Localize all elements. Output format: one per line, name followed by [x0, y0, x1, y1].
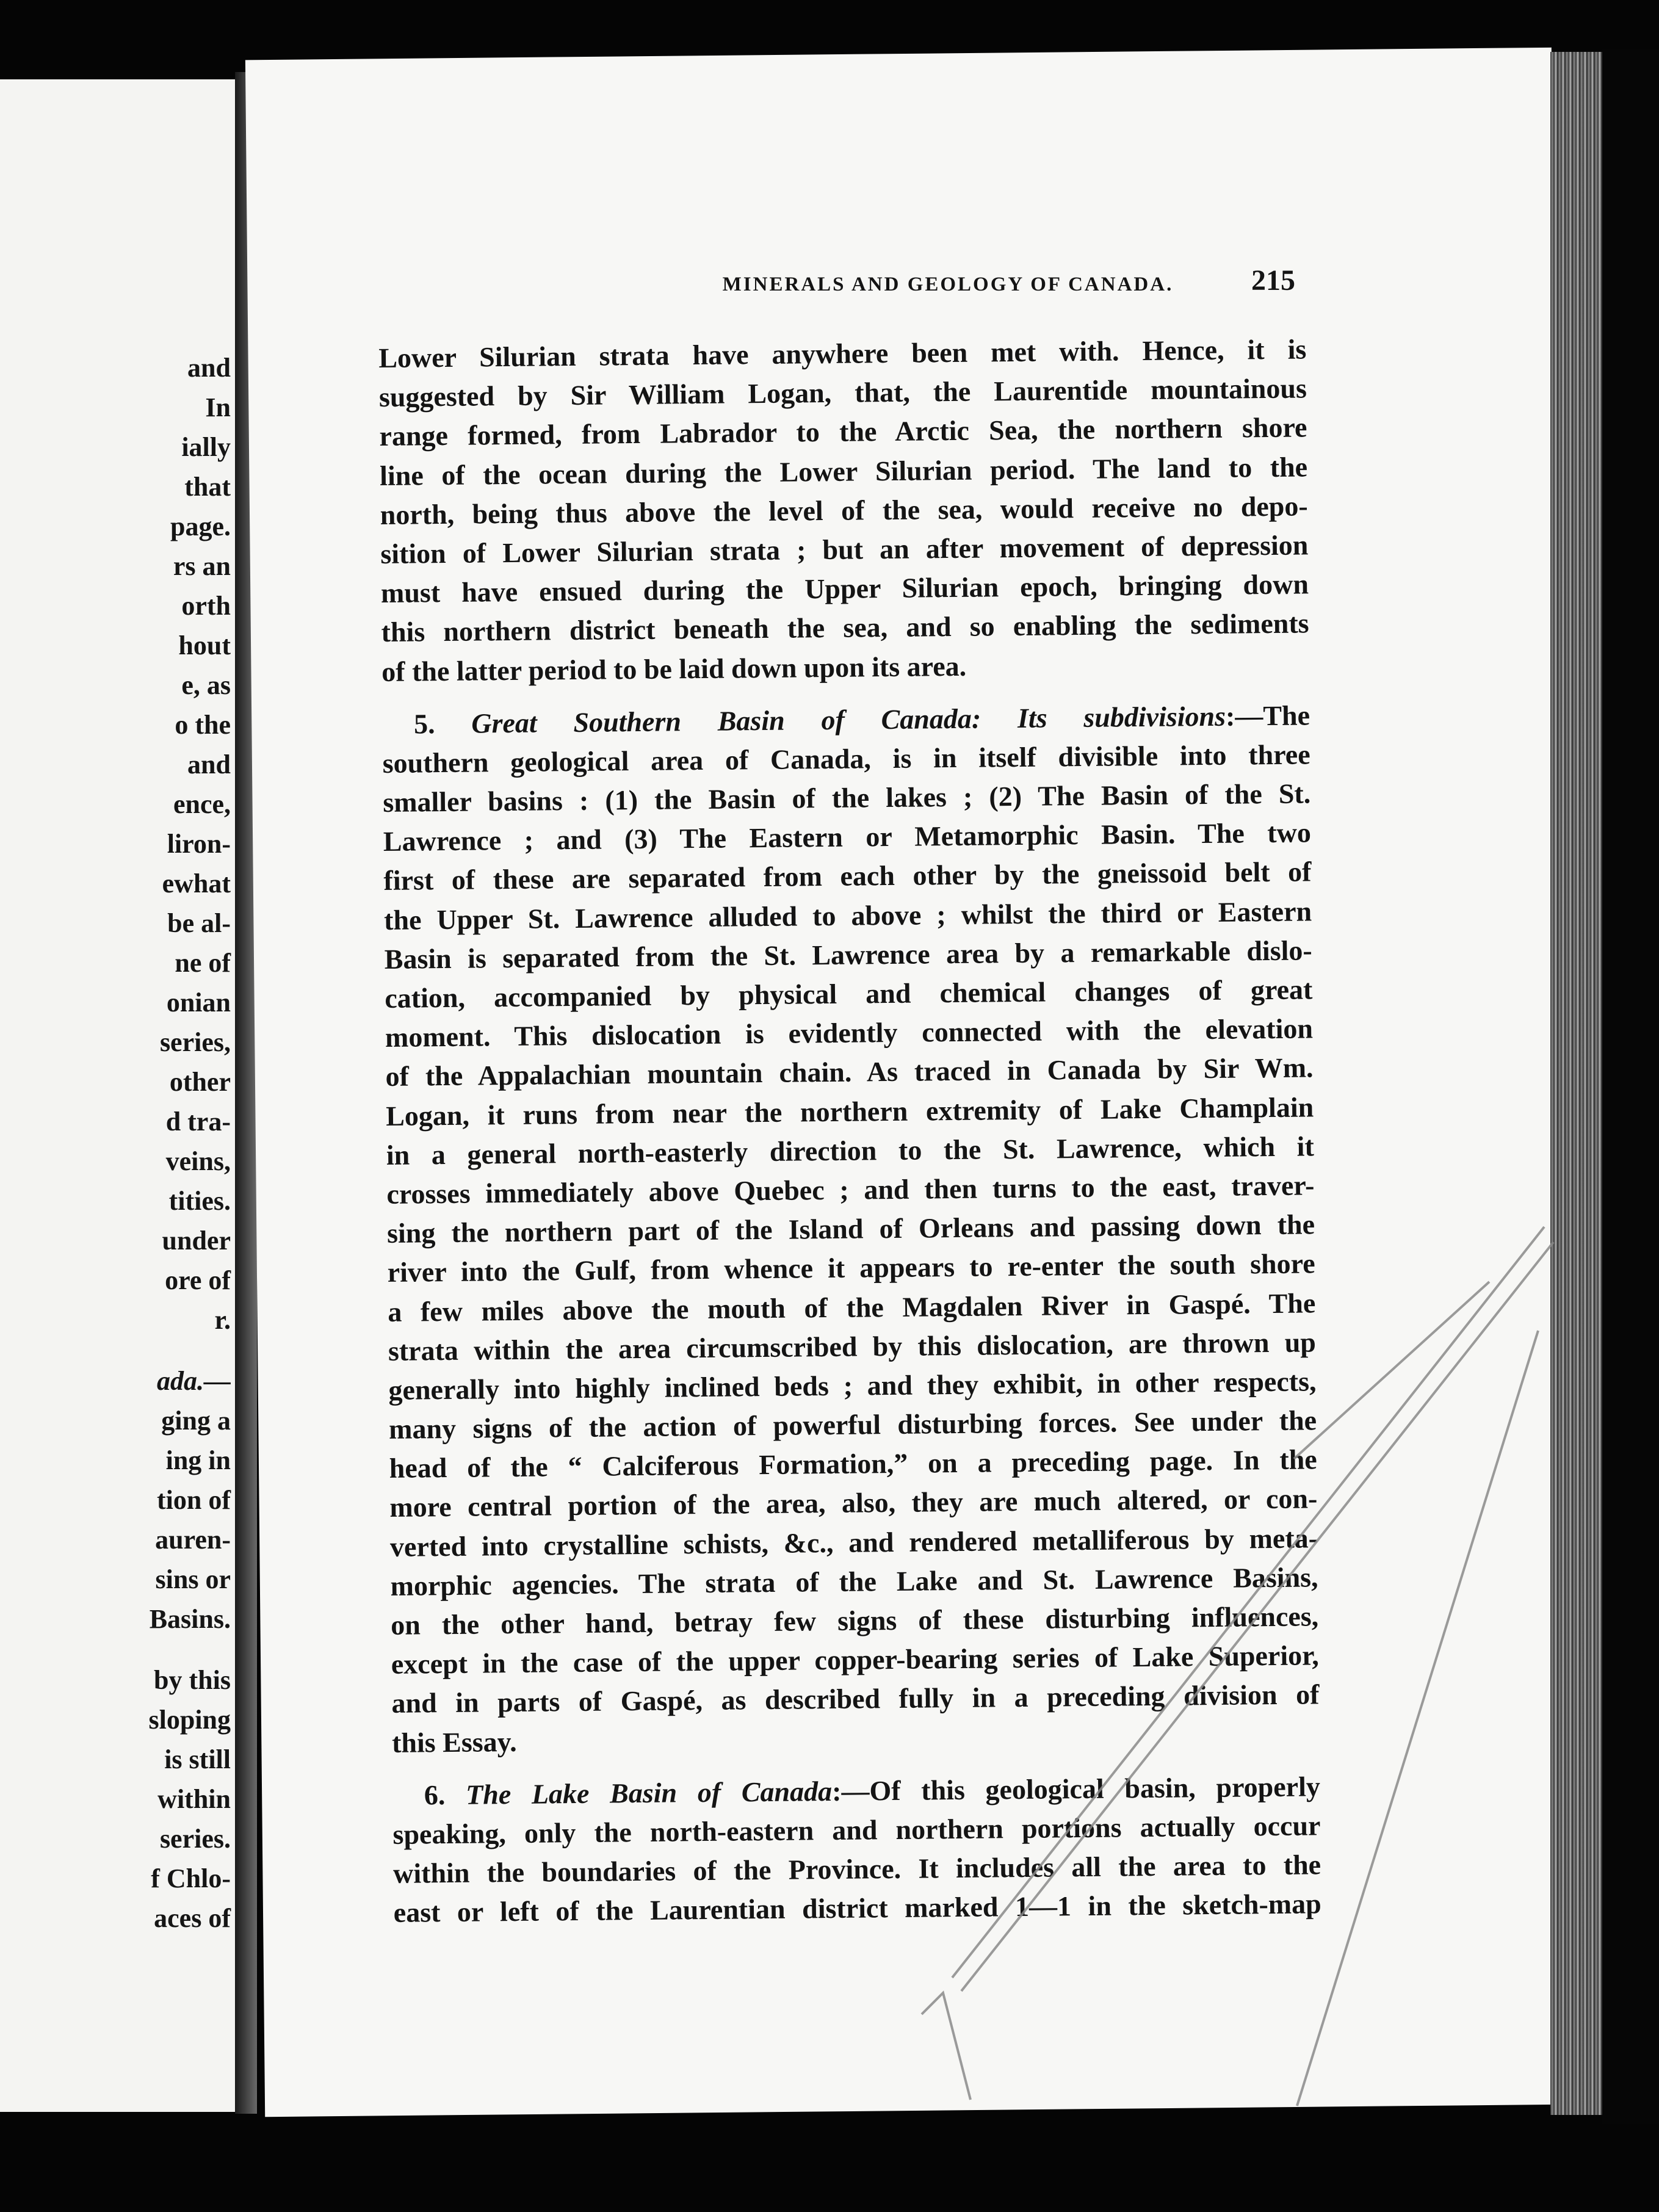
section-6: [392, 1767, 1321, 1932]
section-6-heading: The Lake Basin of Canada: [465, 1775, 833, 1810]
section-5-first-line-rest: :—The: [1225, 699, 1310, 732]
facing-page-fragment: be al-: [167, 908, 231, 938]
facing-page-fragment: liron-: [167, 829, 231, 859]
facing-page-fragment: auren-: [155, 1525, 231, 1555]
facing-page-fragment: series,: [159, 1027, 231, 1057]
facing-page-fragment: aces of: [154, 1903, 231, 1933]
section-5-line: this Essay.: [391, 1726, 517, 1758]
paragraph-1-line: north, being thus above the level of the sea, would receive no depo-: [380, 490, 1308, 530]
facing-page-fragment: page.: [170, 511, 231, 541]
facing-page-fragment: and: [187, 353, 231, 383]
facing-page-fragment: onian: [166, 988, 231, 1017]
facing-page-fragment: f Chlo-: [151, 1863, 231, 1893]
section-5-line: crosses immediately above Quebec ; and then turns to the east, traver-: [386, 1169, 1315, 1210]
paragraph-1-line: sition of Lower Silurian strata ; but an after movement of depression: [380, 529, 1309, 569]
facing-page-fragment: ewhat: [162, 869, 231, 898]
facing-page-fragment: series.: [159, 1824, 231, 1854]
facing-page-fragment: other: [169, 1067, 231, 1097]
facing-page-fragment: e, as: [181, 670, 231, 700]
section-5-line: morphic agencies. The strata of the Lake and St. Lawrence Basins,: [390, 1561, 1318, 1602]
section-5-line: Logan, it runs from near the northern extremity of Lake Champlain: [385, 1091, 1314, 1132]
section-5-line: cation, accompanied by physical and chemical changes of great: [385, 974, 1313, 1014]
section-5-line: a few miles above the mouth of the Magdalen River in Gaspé. The: [388, 1287, 1316, 1328]
section-5-line: and in parts of Gaspé, as described fully in a preceding division of: [391, 1679, 1320, 1719]
section-5-number: 5.: [413, 707, 435, 740]
facing-page-fragment: In: [205, 392, 231, 422]
section-6-first-line-rest: :—Of this geological basin, properly: [831, 1771, 1321, 1807]
facing-page-text-fragments: [0, 348, 231, 1938]
section-5-line: Basin is separated from the St. Lawrence area by a remarkable dislo-: [384, 934, 1312, 975]
facing-page-fragment: o the: [175, 710, 231, 740]
section-5: [382, 696, 1320, 1763]
facing-page-fragment: and: [187, 750, 231, 779]
page-number: 215: [1251, 264, 1295, 297]
facing-page-fragment: under: [162, 1226, 231, 1256]
section-5-line: Lawrence ; and (3) The Eastern or Metamorphic Basin. The two: [383, 817, 1312, 858]
facing-page-fragment: orth: [181, 591, 231, 621]
facing-page-fragment: veins,: [165, 1146, 231, 1176]
section-5-line: of the Appalachian mountain chain. As traced in Canada by Sir Wm.: [385, 1052, 1314, 1093]
section-5-line: moment. This dislocation is evidently connected with the elevation: [385, 1013, 1314, 1054]
paragraph-1-line: suggested by Sir William Logan, that, the Laurentide mountainous: [378, 372, 1307, 413]
section-5-line: in a general north-easterly direction to the St. Lawrence, which it: [386, 1130, 1315, 1171]
facing-page-fragment: ging a: [161, 1406, 231, 1436]
facing-page-fragment: ada.—: [157, 1366, 231, 1396]
paragraph-1-line: Lower Silurian strata have anywhere been met with. Hence, it is: [378, 333, 1307, 374]
paragraph-1-line: range formed, from Labrador to the Arctic Sea, the northern shore: [379, 411, 1307, 452]
running-head: MINERALS AND GEOLOGY OF CANADA.: [722, 273, 1174, 295]
facing-page-fragment: r.: [214, 1305, 231, 1335]
facing-page-fragment: ence,: [173, 789, 231, 819]
facing-page-fragment: rs an: [173, 551, 231, 581]
facing-page-fragment: sins or: [155, 1564, 231, 1594]
paragraph-1-line: line of the ocean during the Lower Silurian period. The land to the: [379, 450, 1308, 491]
section-6-line: east or left of the Laurentian district marked 1—1 in the sketch-map: [393, 1888, 1321, 1929]
section-5-line: except in the case of the upper copper-bearing series of Lake Superior,: [391, 1639, 1320, 1680]
facing-page-fragment: that: [184, 472, 231, 502]
facing-page-fragment: tion of: [157, 1485, 231, 1515]
page-body: [378, 330, 1321, 1932]
paragraph-1-line: of the latter period to be laid down upon its area.: [381, 650, 967, 687]
section-5-line: river into the Gulf, from whence it appears to re-enter the south shore: [387, 1248, 1315, 1289]
paragraph-1-line: must have ensued during the Upper Silurian epoch, bringing down: [380, 568, 1309, 609]
section-5-line: smaller basins : (1) the Basin of the lakes ; (2) The Basin of the St.: [383, 778, 1311, 819]
section-5-line: the Upper St. Lawrence alluded to above ; whilst the third or Eastern: [383, 895, 1312, 936]
section-5-line: strata within the area circumscribed by this dislocation, are thrown up: [388, 1326, 1317, 1367]
section-5-line: sing the northern part of the Island of Orleans and passing down the: [386, 1209, 1315, 1249]
section-6-line: speaking, only the north-eastern and northern portions actually occur: [392, 1810, 1321, 1850]
facing-page-fragment: within: [157, 1784, 231, 1814]
section-5-line: verted into crystalline schists, &c., and rendered metalliferous by meta-: [389, 1522, 1318, 1563]
section-5-line: southern geological area of Canada, is in itself divisible into three: [382, 739, 1310, 779]
facing-page-fragment: Basins.: [149, 1604, 231, 1634]
facing-page-fragment: ially: [181, 432, 231, 462]
page-edges: [1550, 52, 1608, 2115]
section-6-number: 6.: [424, 1779, 446, 1811]
facing-page-fragment: ing in: [165, 1445, 231, 1475]
paragraph-1-line: this northern district beneath the sea, and so enabling the sediments: [381, 607, 1309, 648]
facing-page-fragment: hout: [178, 631, 231, 660]
facing-page-fragment: sloping: [148, 1705, 231, 1735]
section-6-line: within the boundaries of the Province. It includes all the area to the: [392, 1849, 1321, 1890]
facing-page-fragment: is still: [164, 1744, 231, 1774]
section-5-line: generally into highly inclined beds ; and they exhibit, in other respects,: [388, 1365, 1317, 1406]
facing-page-fragment: ore of: [165, 1265, 231, 1295]
facing-page-fragment: d tra-: [165, 1107, 231, 1137]
paragraph-1: [378, 330, 1309, 691]
section-5-line: many signs of the action of powerful disturbing forces. See under the: [388, 1404, 1317, 1445]
section-5-line: first of these are separated from each other by the gneissoid belt of: [383, 856, 1312, 897]
facing-page-fragment: tities.: [168, 1186, 231, 1216]
section-5-heading: Great Southern Basin of Canada: Its subdivisions: [471, 700, 1226, 739]
section-5-line: on the other hand, betray few signs of these disturbing influences,: [390, 1600, 1319, 1641]
facing-page-fragment: by this: [154, 1665, 231, 1695]
section-5-line: head of the “ Calciferous Formation,” on a preceding page. In the: [389, 1444, 1317, 1484]
facing-page-fragment: ne of: [175, 948, 231, 978]
page-edge-shadow: [1602, 49, 1659, 2124]
section-5-line: more central portion of the area, also, they are much altered, or con-: [389, 1483, 1318, 1523]
